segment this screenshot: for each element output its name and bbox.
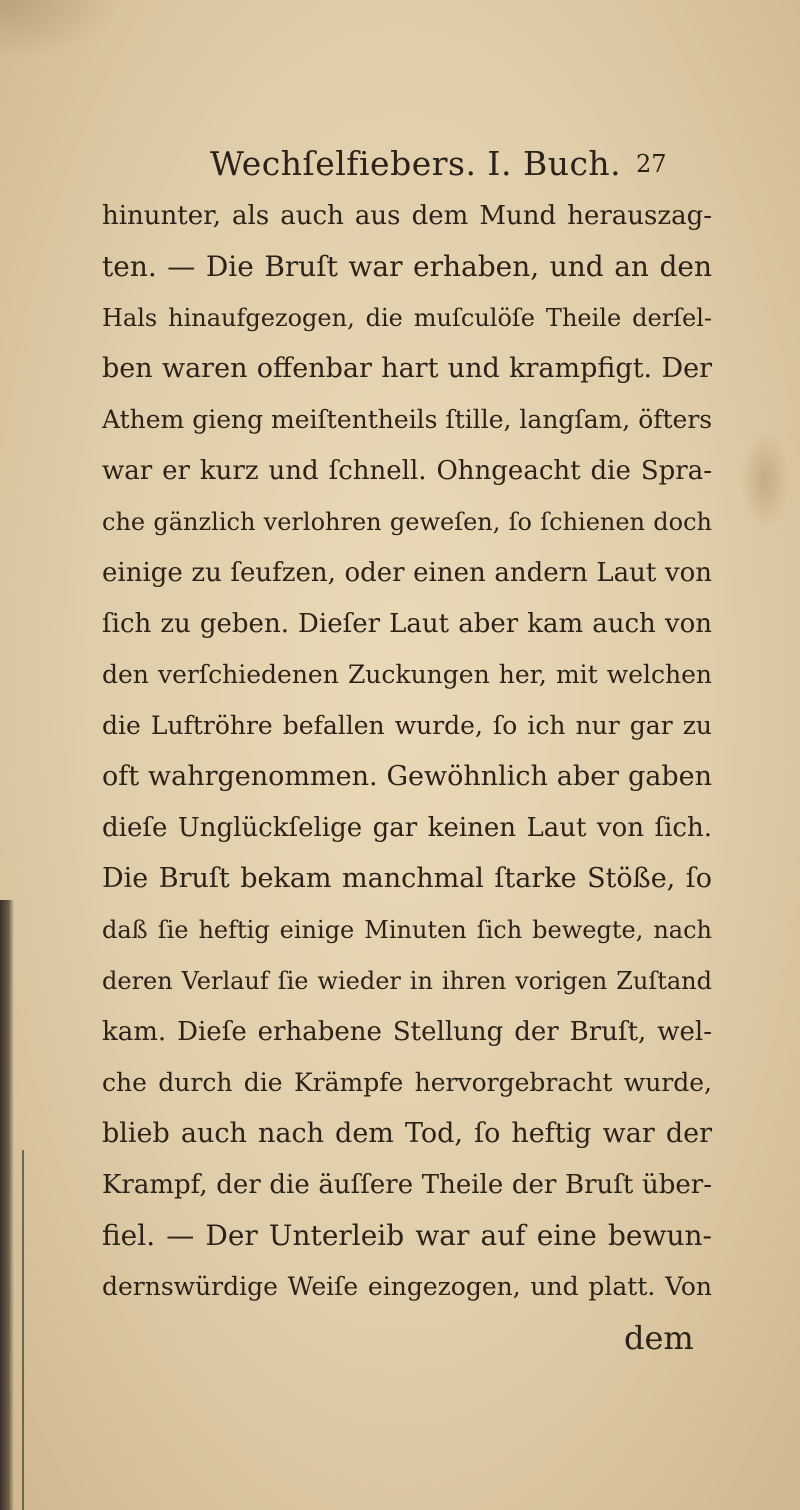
running-head: Wechſelfiebers. I. Buch. xyxy=(210,144,622,183)
text-line: deren Verlauf ſie wieder in ihren vorigen Zuſtand xyxy=(102,967,712,995)
text-line: Die Bruſt bekam manchmal ſtarke Stöße, ſo xyxy=(102,863,712,894)
text-line: che durch die Krämpfe hervorgebracht wurde, xyxy=(102,1068,712,1097)
text-line: che gänzlich verlohren geweſen, ſo ſchienen doch xyxy=(102,508,712,536)
text-line: einige zu ſeufzen, oder einen andern Laut von xyxy=(102,558,712,588)
text-line: ben waren offenbar hart und krampfigt. Der xyxy=(102,353,712,384)
text-line: fiel. — Der Unterleib war auf eine bewun- xyxy=(102,1219,712,1252)
text-line: ſich zu geben. Dieſer Laut aber kam auch von xyxy=(102,609,712,639)
text-line: Hals hinaufgezogen, die muſculöſe Theile derſel- xyxy=(102,304,712,332)
text-line: daß ſie heftig einige Minuten ſich bewegte, nach xyxy=(102,916,712,944)
text-line: dernswürdige Weiſe eingezogen, und platt. Von xyxy=(102,1272,712,1301)
text-line: kam. Dieſe erhabene Stellung der Bruſt, wel- xyxy=(102,1017,712,1047)
text-line: ten. — Die Bruſt war erhaben, und an den xyxy=(102,250,712,283)
text-line: Krampf, der die äuſſere Theile der Bruſt über- xyxy=(102,1170,712,1200)
catchword: dem xyxy=(624,1319,694,1357)
text-line: hinunter, als auch aus dem Mund herauszag- xyxy=(102,201,712,231)
text-line: blieb auch nach dem Tod, ſo heftig war der xyxy=(102,1118,712,1149)
text-line: den verſchiedenen Zuckungen her, mit welchen xyxy=(102,660,712,689)
text-line: dieſe Unglückſelige gar keinen Laut von ſich. xyxy=(102,813,712,843)
page-number: 27 xyxy=(636,150,667,178)
text-line: oft wahrgenommen. Gewöhnlich aber gaben xyxy=(102,761,712,792)
text-line: die Luftröhre befallen wurde, ſo ich nur gar zu xyxy=(102,711,712,740)
text-line: war er kurz und ſchnell. Ohngeacht die Spra- xyxy=(102,456,712,486)
text-line: Athem gieng meiſtentheils ſtille, langſam, öfters xyxy=(102,405,713,434)
